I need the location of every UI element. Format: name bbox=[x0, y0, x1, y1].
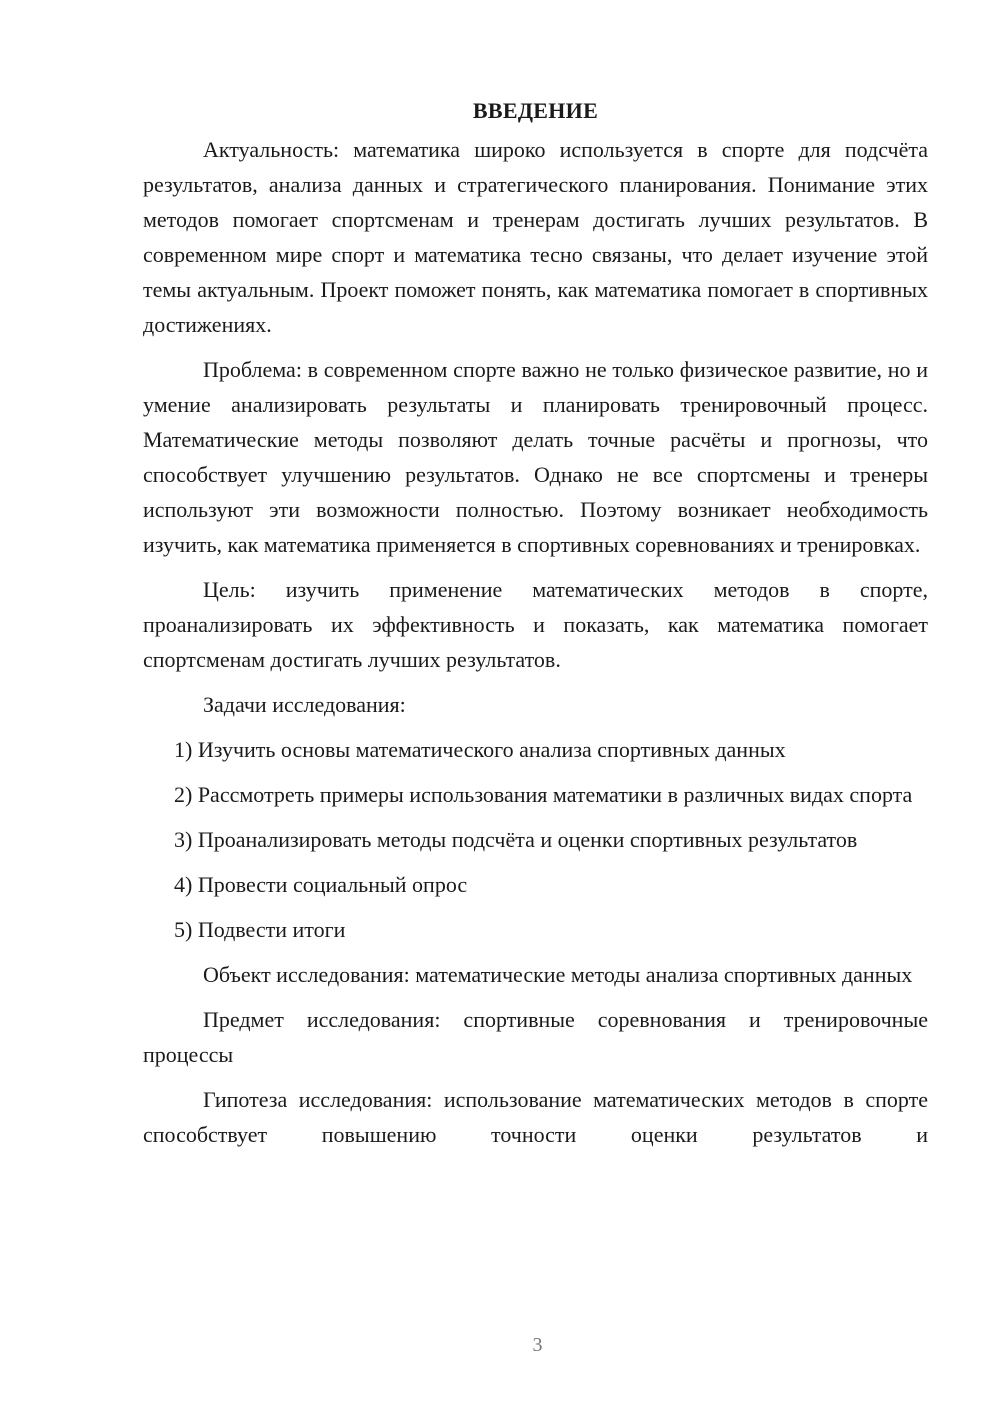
page-number: 3 bbox=[532, 1334, 543, 1356]
tasks-list bbox=[143, 732, 928, 947]
list-item: 3) Проанализировать методы подсчёта и оценки спортивных результатов bbox=[174, 827, 858, 852]
list-item: 2) Рассмотреть примеры использования математики в различных видах спорта bbox=[174, 782, 913, 807]
tasks-heading: Задачи исследования: bbox=[203, 692, 406, 717]
document-page bbox=[143, 94, 928, 1162]
research-object-paragraph: Объект исследования: математические методы анализа спортивных данных bbox=[203, 962, 913, 987]
list-item: 5) Подвести итоги bbox=[174, 917, 346, 942]
problem-paragraph: Проблема: в современном спорте важно не только физическое развитие, но и умение анализировать результаты и планировать тренировочный процесс. Математические методы позволяют делать точные расчёты и прогнозы, что способствует улучшению результатов. Однако не все спортсмены и тренеры используют эти возможности полностью. Поэтому возникает необходимость изучить, как математика применяется в спортивных соревнованиях и тренировках. bbox=[143, 357, 928, 557]
research-subject-paragraph: Предмет исследования: спортивные соревнования и тренировочные процессы bbox=[143, 1007, 928, 1067]
relevance-paragraph: Актуальность: математика широко используется в спорте для подсчёта результатов, анализа данных и стратегического планирования. Понимание этих методов помогает спортсменам и тренерам достигать лучших результатов. В современном мире спорт и математика тесно связаны, что делает изучение этой темы актуальным. Проект поможет понять, как математика помогает в спортивных достижениях. bbox=[143, 137, 928, 337]
page-title: ВВЕДЕНИЕ bbox=[472, 98, 599, 123]
goal-paragraph: Цель: изучить применение математических методов в спорте, проанализировать их эффективность и показать, как математика помогает спортсменам достигать лучших результатов. bbox=[143, 577, 928, 672]
list-item: 1) Изучить основы математического анализа спортивных данных bbox=[174, 737, 786, 762]
list-item: 4) Провести социальный опрос bbox=[174, 872, 468, 897]
hypothesis-paragraph: Гипотеза исследования: использование математических методов в спорте способствует повышению точности оценки результатов и bbox=[143, 1087, 928, 1147]
